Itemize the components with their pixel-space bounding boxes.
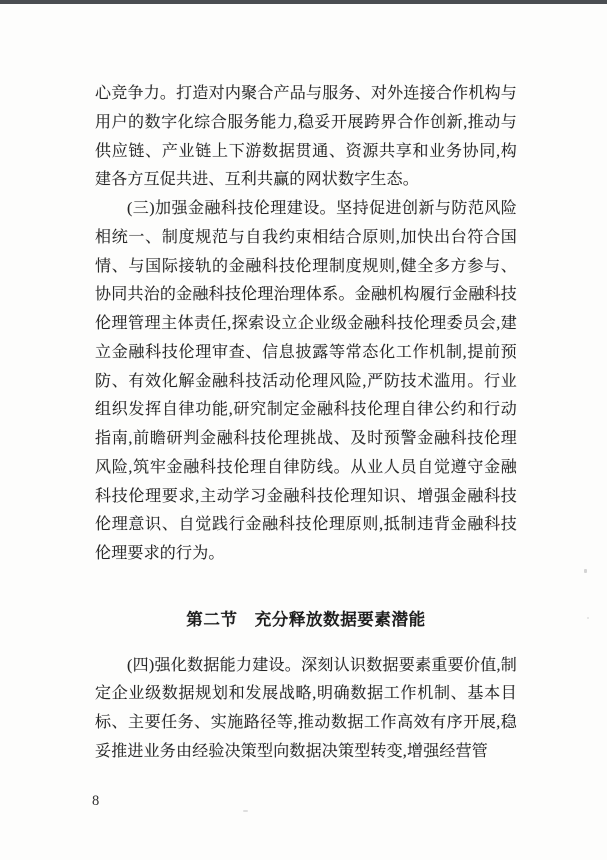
paragraph-continuation: 心竞争力。打造对内聚合产品与服务、对外连接合作机构与用户的数字化综合服务能力,稳妥开展跨界合作创新,推动与供应链、产业链上下游数据贯通、资源共享和业务协同,构建各方互促共进、互利共赢的网状数字生态。 [95,85,517,189]
section-heading: 第二节 充分释放数据要素潜能 [186,609,426,629]
scan-speck [587,617,589,619]
paragraph-section-3: (三)加强金融科技伦理建设。坚持促进创新与防范风险相统一、制度规范与自我约束相结合原则,加快出台符合国情、与国际接轨的金融科技伦理制度规则,健全多方参与、协同共治的金融科技伦理治理体系。金融机构履行金融科技伦理管理主体责任,探索设立企业级金融科技伦理委员会,建立金融科技伦理审查、信息披露等常态化工作机制,提前预防、有效化解金融科技活动伦理风险,严防技术滥用。行业组织发挥自律功能,研究制定金融科技伦理自律公约和行动指南,前瞻研判金融科技伦理挑战、及时预警金融科技伦理风险,筑牢金融科技伦理自律防线。从业人员自觉遵守金融科技伦理要求,主动学习金融科技伦理知识、增强金融科技伦理意识、自觉践行金融科技伦理原则,抵制违背金融科技伦理要求的行为。 [95,200,517,562]
scan-top-edge [0,0,607,4]
paragraph-section-4: (四)强化数据能力建设。深刻认识数据要素重要价值,制定企业级数据规划和发展战略,明确数据工作机制、基本目标、主要任务、实施路径等,推动数据工作高效有序开展,稳妥推进业务由经验决策型向数据决策型转变,增强经营管 [95,656,517,760]
scan-speck [243,810,248,812]
document-text-column [95,80,517,767]
scan-speck [584,569,587,573]
page-number: 8 [92,793,100,809]
